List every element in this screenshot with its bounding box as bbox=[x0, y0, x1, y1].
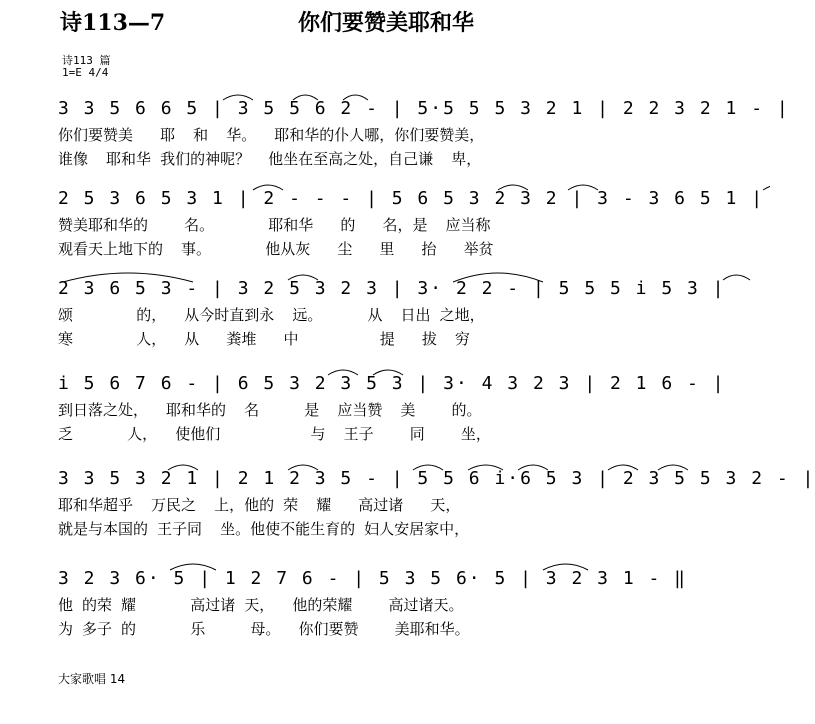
lyric-verse-2: 就是与本国的 王子同 坐。他使不能生育的 妇人安居家中， bbox=[58, 520, 470, 538]
key-time-signature: 1=E 4/4 bbox=[62, 66, 109, 79]
lyric-verse-1: 颂 的， 从今时直到永 远。 从 日出 之地， bbox=[58, 306, 485, 324]
numbered-notes: 3 3 5 6 6 5 | 3 5 5 6 2 - | 5·5 5 5 3 2 1 | 2 2 3 2 1 - | bbox=[58, 98, 790, 119]
numbered-notes: 2 3 6 5 3 - | 3 2 5 3 2 3 | 3· 2 2 - | 5 5 5 i 5 3 | bbox=[58, 278, 726, 299]
source-reference: 诗113 篇 bbox=[62, 54, 111, 67]
lyric-verse-2: 寒 人， 从 粪堆 中 提 拔 穷 bbox=[58, 330, 470, 348]
music-system-3 bbox=[58, 270, 770, 354]
numbered-notes: 3 3 5 3 2 1 | 2 1 2 3 5 - | 5 5 6 i·6 5 3 | 2 3 5 5 3 2 - | bbox=[58, 468, 815, 489]
psalm-label: 诗113—7 bbox=[60, 10, 166, 36]
music-system-6 bbox=[58, 560, 770, 644]
lyric-verse-1: 他 的荣 耀 高过诸 天， 他的荣耀 高过诸天。 bbox=[58, 596, 464, 614]
song-title: 你们要赞美耶和华 bbox=[298, 10, 475, 36]
lyric-verse-2: 乏 人， 使他们 与 王子 同 坐， bbox=[58, 425, 491, 443]
page-label: 大家歌唱 14 bbox=[58, 672, 126, 686]
lyric-verse-1: 赞美耶和华的 名。 耶和华 的 名，是 应当称 bbox=[58, 216, 491, 234]
lyric-verse-2: 观看天上地下的 事。 他从灰 尘 里 抬 举贫 bbox=[58, 240, 494, 258]
music-system-1 bbox=[58, 90, 790, 174]
music-system-4 bbox=[58, 365, 770, 449]
lyric-verse-1: 耶和华超乎 万民之 上，他的 荣 耀 高过诸 天， bbox=[58, 496, 461, 514]
lyric-verse-1: 你们要赞美 耶 和 华。 耶和华的仆人哪，你们要赞美， bbox=[58, 126, 485, 144]
music-system-2 bbox=[58, 180, 770, 264]
lyric-verse-1: 到日落之处， 耶和华的 名 是 应当赞 美 的。 bbox=[58, 401, 482, 419]
music-system-5 bbox=[58, 460, 815, 544]
numbered-notes: i 5 6 7 6 - | 6 5 3 2 3 5 3 | 3· 4 3 2 3 | 2 1 6 - | bbox=[58, 373, 726, 394]
numbered-notes: 3 2 3 6· 5 | 1 2 7 6 - | 5 3 5 6· 5 | 3 2 3 1 - ‖ bbox=[58, 568, 688, 589]
lyric-verse-2: 为 多子 的 乐 母。 你们要赞 美耶和华。 bbox=[58, 620, 470, 638]
lyric-verse-2: 谁像 耶和华 我们的神呢？ 他坐在至高之处，自己谦 卑， bbox=[58, 150, 482, 168]
numbered-notes: 2 5 3 6 5 3 1 | 2 - - - | 5 6 5 3 2 3 2 | 3 - 3 6 5 1 | bbox=[58, 188, 765, 209]
